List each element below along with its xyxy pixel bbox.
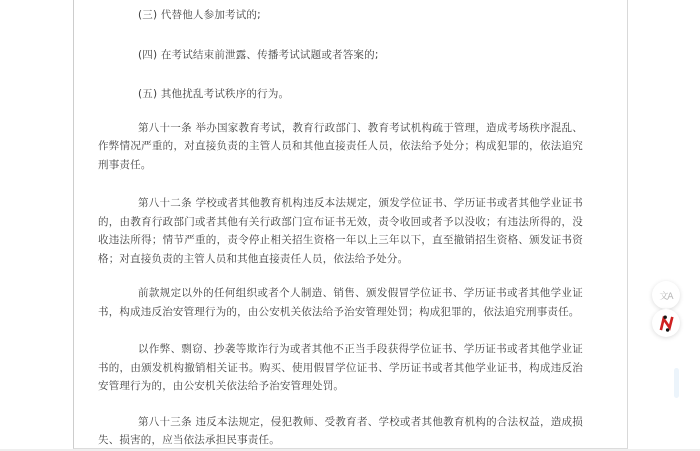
document-sheet (73, 0, 628, 449)
law-article-paragraph: 第八十二条 学校或者其他教育机构违反本法规定，颁发学位证书、学历证书或者其他学业证书的，由教育行政部门或者其他有关行政部门宣布证书无效，责令收回或者予以没收；有违法所得的，没收违法所得；情节严重的，责令停止相关招生资格一年以上三年以下，直至撤销招生资格、颁发证书资格；对直接负责的主管人员和其他直接责任人员，依法给予处分。 (98, 197, 583, 265)
translate-button[interactable] (652, 281, 680, 309)
law-article-paragraph: 第八十一条 举办国家教育考试，教育行政部门、教育考试机构疏于管理，造成考场秩序混乱、作弊情况严重的，对直接负责的主管人员和其他直接责任人员，依法给予处分；构成犯罪的，依法追究刑事责任。 (98, 121, 583, 171)
law-list-item: (四) 在考试结束前泄露、传播考试试题或者答案的; (138, 48, 379, 61)
law-list-item: (五) 其他扰乱考试秩序的行为。 (138, 88, 290, 100)
document-body (74, 0, 627, 450)
red-n-extension-icon (658, 315, 675, 332)
scroll-highlight (674, 368, 679, 398)
extension-button[interactable] (652, 309, 680, 337)
law-list-item: (三) 代替他人参加考试的; (138, 9, 261, 21)
law-article-paragraph: 第八十三条 违反本法规定，侵犯教师、受教育者、学校或者其他教育机构的合法权益，造成损失、损害的，应当依法承担民事责任。 (98, 415, 583, 446)
translate-icon: 文A (659, 291, 673, 302)
law-article-paragraph: 以作弊、剽窃、抄袭等欺诈行为或者其他不正当手段获得学位证书、学历证书或者其他学业证书的，由颁发机构撤销相关证书。购买、使用假冒学位证书、学历证书或者其他学业证书，构成违反治安管理行为的，由公安机关依法给予治安管理处罚。 (98, 343, 583, 392)
law-article-paragraph: 前款规定以外的任何组织或者个人制造、销售、颁发假冒学位证书、学历证书或者其他学业证书，构成违反治安管理行为的，由公安机关依法给予治安管理处罚；构成犯罪的，依法追究刑事责任。 (98, 287, 583, 318)
